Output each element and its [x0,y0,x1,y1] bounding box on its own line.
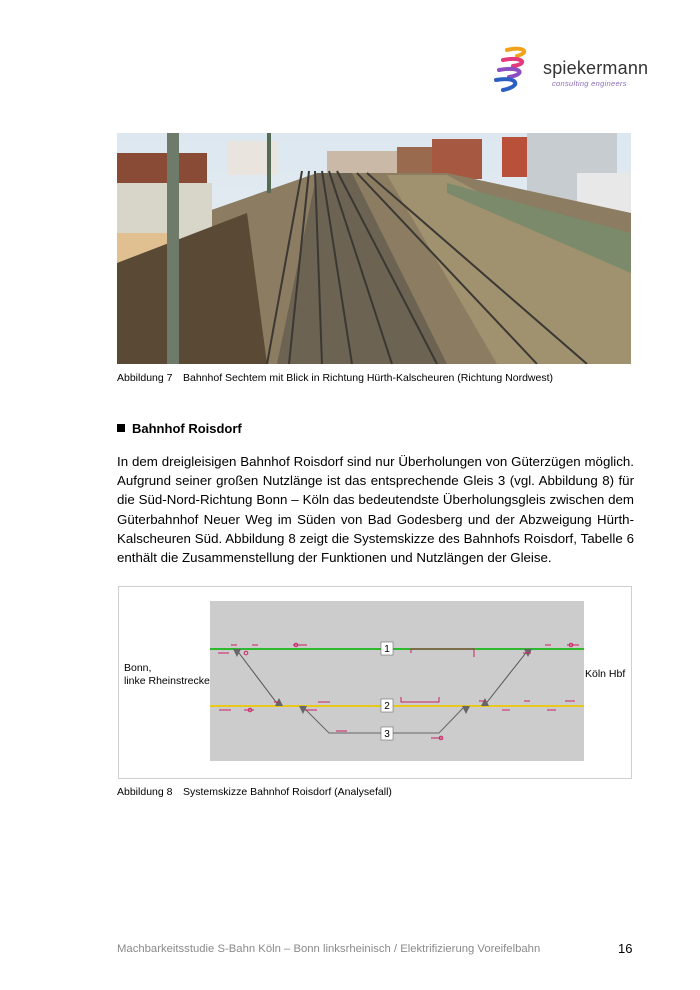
section-paragraph [117,452,634,567]
paragraph-text: In dem dreigleisigen Bahnhof Roisdorf sind nur Überholungen von Güterzügen möglich. Aufgrund seiner großen Nutzlänge ist das entsprechende Gleis 3 (vgl. Abbildung 8) für die Süd-Nord-Richtung Bonn – Köln das bedeutendste Überholungsgleis zwischen dem Güterbahnhof Neuer Weg im Süden von Bad Godesberg und der Abzweigung Hürth-Kalscheuren Süd. Abbildung 8 zeigt die Systemskizze des Bahnhofs Roisdorf, Tabelle 6 enthält die Zusammenstellung der Funktionen und Nutzlängen der Gleise. [117,454,634,566]
direction-label-bonn [124,662,210,688]
logo-tagline: consulting engineers [552,79,627,88]
direction-label-bonn-line1: Bonn, [124,662,152,674]
section-heading [117,421,242,436]
direction-label-koeln: Köln Hbf [585,668,626,680]
figure-7-text: Bahnhof Sechtem mit Blick in Richtung Hürth-Kalscheuren (Richtung Nordwest) [183,372,553,384]
station-photo [117,133,631,364]
company-logo [493,46,649,96]
logo-mark-icon [493,46,541,96]
logo-name: spiekermann [543,58,649,78]
section-heading-text: Bahnhof Roisdorf [132,421,242,436]
schematic-background [210,601,584,761]
figure-8-number: Abbildung 8 [117,786,173,798]
track-1-number: 1 [384,644,390,655]
track-3-number: 3 [384,729,390,740]
direction-label-bonn-line2: linke Rheinstrecke [124,675,210,687]
figure-7-number: Abbildung 7 [117,372,173,384]
page-number: 16 [618,941,633,956]
figure-8-text: Systemskizze Bahnhof Roisdorf (Analysefall) [183,786,392,798]
page-footer: Machbarkeitsstudie S-Bahn Köln – Bonn linksrheinisch / Elektrifizierung Voreifelbahn [117,943,541,955]
figure-8-caption [117,786,392,798]
figure-7-caption [117,372,553,384]
track-2-number: 2 [384,701,390,712]
square-bullet-icon [117,424,125,432]
